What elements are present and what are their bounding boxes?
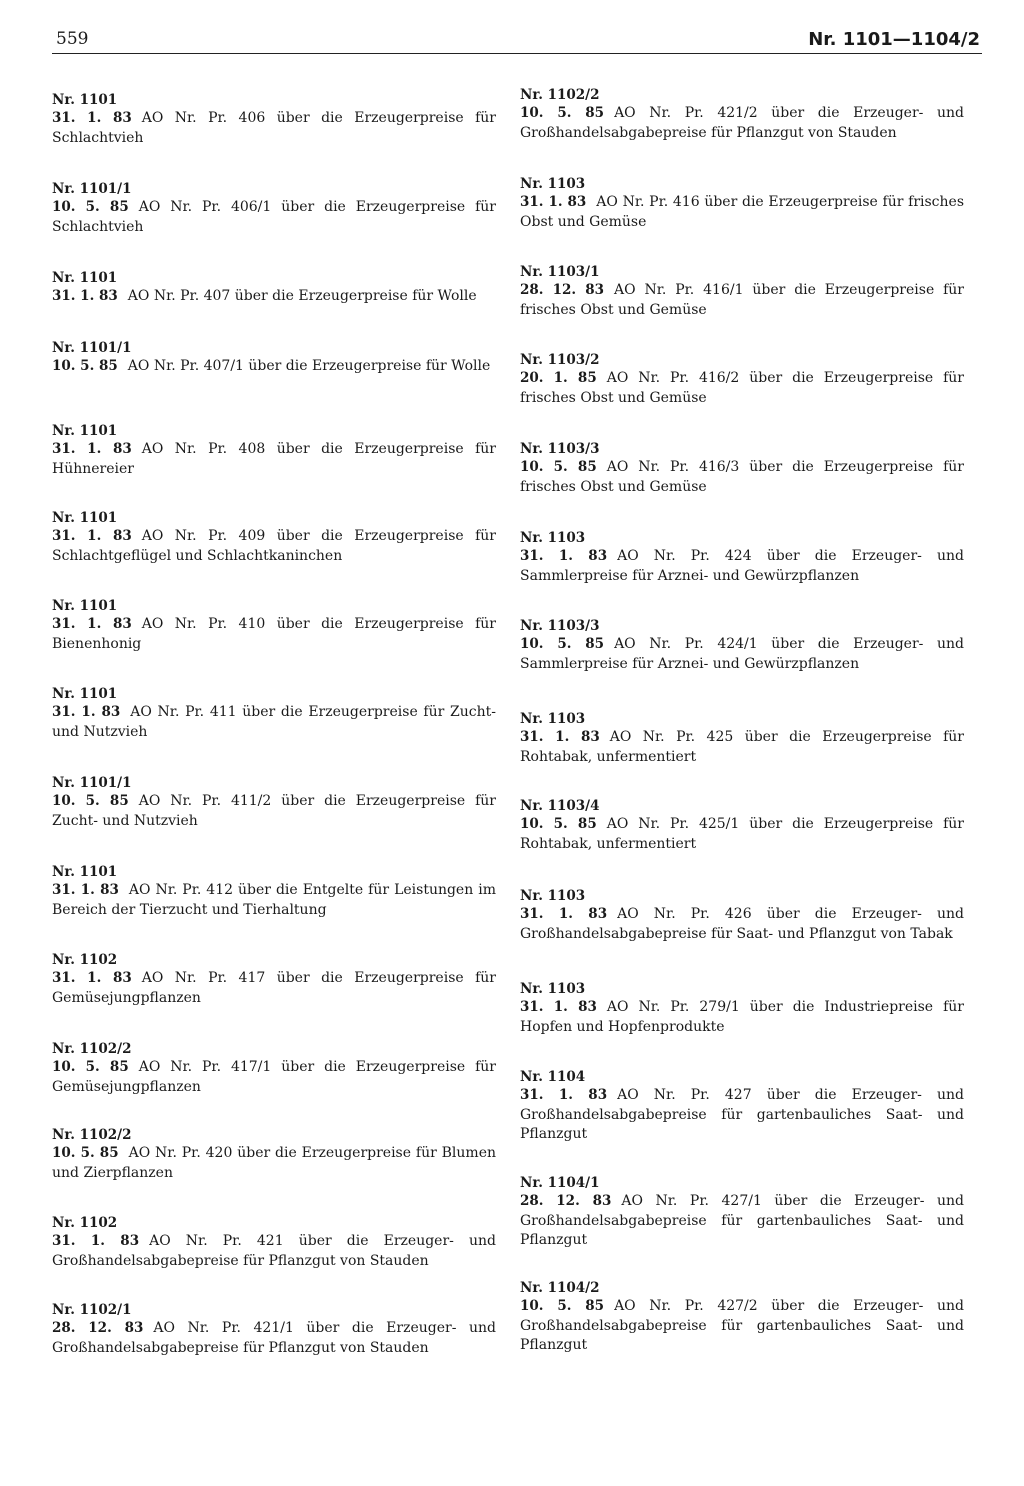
- entry-number: Nr. 1104/1: [520, 1175, 600, 1191]
- list-entry: [52, 598, 496, 654]
- entry-text: AO Nr. Pr. 417/1 über die Erzeugerpreise für Gemüsejungpflanzen: [52, 1059, 496, 1095]
- entry-number: Nr. 1101: [52, 864, 118, 880]
- entry-text: AO Nr. Pr. 421/1 über die Erzeuger- und Großhandelsabgabepreise für Pflanzgut von Stauden: [52, 1320, 496, 1356]
- entry-number: Nr. 1103/2: [520, 352, 600, 368]
- entry-date: 10. 5. 85: [52, 793, 129, 809]
- entry-number: Nr. 1103: [520, 888, 586, 904]
- list-entry: [520, 1175, 964, 1251]
- list-entry: [520, 888, 964, 944]
- list-entry: [520, 441, 964, 497]
- entry-date: 10. 5. 85: [52, 1059, 129, 1075]
- entry-date: 20. 1. 85: [520, 370, 597, 386]
- entry-number: Nr. 1102/2: [52, 1041, 132, 1057]
- entry-date: 31. 1. 83: [52, 970, 132, 986]
- entry-number: Nr. 1101: [52, 510, 118, 526]
- entry-date: 10. 5. 85: [520, 105, 605, 121]
- entry-number: Nr. 1104/2: [520, 1280, 600, 1296]
- entry-text: AO Nr. Pr. 408 über die Erzeugerpreise für Hühnereier: [52, 441, 496, 477]
- entry-text: AO Nr. Pr. 426 über die Erzeuger- und Großhandelsabgabepreise für Saat- und Pflanzgut von Tabak: [520, 906, 964, 942]
- list-entry: [52, 864, 496, 920]
- list-entry: [520, 352, 964, 408]
- entry-text: AO Nr. Pr. 424/1 über die Erzeuger- und Sammlerpreise für Arznei- und Gewürzpflanzen: [520, 636, 964, 672]
- entry-text: AO Nr. Pr. 425/1 über die Erzeugerpreise für Rohtabak, unfermentiert: [520, 816, 964, 852]
- entry-number: Nr. 1101/1: [52, 181, 132, 197]
- entry-text: AO Nr. Pr. 416/3 über die Erzeugerpreise für frisches Obst und Gemüse: [520, 459, 964, 495]
- entry-text: AO Nr. Pr. 406/1 über die Erzeugerpreise für Schlachtvieh: [52, 199, 496, 235]
- entry-text: AO Nr. Pr. 425 über die Erzeugerpreise für Rohtabak, unfermentiert: [520, 729, 964, 765]
- entry-number: Nr. 1101: [52, 92, 118, 108]
- entry-text: AO Nr. Pr. 427 über die Erzeuger- und Großhandelsabgabepreise für gartenbauliches Saat- und Pflanzgut: [520, 1087, 964, 1142]
- entry-text: AO Nr. Pr. 407 über die Erzeugerpreise für Wolle: [127, 288, 477, 304]
- entry-date: 31. 1. 83: [52, 704, 121, 720]
- entry-text: AO Nr. Pr. 410 über die Erzeugerpreise für Bienenhonig: [52, 616, 496, 652]
- running-head: Nr. 1101—1104/2: [808, 29, 980, 50]
- entry-number: Nr. 1102/1: [52, 1302, 132, 1318]
- entry-number: Nr. 1103/1: [520, 264, 600, 280]
- entry-date: 31. 1. 83: [52, 441, 132, 457]
- list-entry: [52, 1041, 496, 1097]
- entry-number: Nr. 1101: [52, 423, 118, 439]
- entry-text: AO Nr. Pr. 407/1 über die Erzeugerpreise für Wolle: [127, 358, 491, 374]
- list-entry: [52, 423, 496, 479]
- entry-date: 28. 12. 83: [520, 1193, 612, 1209]
- entry-date: 10. 5. 85: [52, 358, 118, 374]
- entry-number: Nr. 1103/3: [520, 618, 600, 634]
- entry-number: Nr. 1104: [520, 1069, 586, 1085]
- entry-number: Nr. 1101: [52, 598, 118, 614]
- entry-date: 31. 1. 83: [520, 1087, 608, 1103]
- list-entry: [52, 1215, 496, 1271]
- entry-date: 31. 1. 83: [520, 999, 597, 1015]
- list-entry: [520, 618, 964, 674]
- entry-date: 31. 1. 83: [52, 616, 132, 632]
- entry-text: AO Nr. Pr. 420 über die Erzeugerpreise für Blumen und Zierpflanzen: [52, 1145, 496, 1181]
- list-entry: [52, 181, 496, 237]
- entry-number: Nr. 1103/4: [520, 798, 600, 814]
- entry-date: 31. 1. 83: [52, 110, 132, 126]
- entry-number: Nr. 1101: [52, 270, 118, 286]
- entry-text: AO Nr. Pr. 427/2 über die Erzeuger- und Großhandelsabgabepreise für gartenbauliches Saat- und Pflanzgut: [520, 1298, 964, 1353]
- entry-date: 10. 5. 85: [52, 199, 129, 215]
- list-entry: [520, 711, 964, 767]
- list-entry: [52, 686, 496, 742]
- list-entry: [52, 270, 496, 307]
- entry-number: Nr. 1101/1: [52, 775, 132, 791]
- list-entry: [52, 92, 496, 148]
- entry-date: 10. 5. 85: [520, 1298, 605, 1314]
- entry-date: 31. 1. 83: [520, 194, 587, 210]
- entry-text: AO Nr. Pr. 427/1 über die Erzeuger- und Großhandelsabgabepreise für gartenbauliches Saat- und Pflanzgut: [520, 1193, 964, 1248]
- entry-number: Nr. 1102: [52, 1215, 118, 1231]
- entry-number: Nr. 1101: [52, 686, 118, 702]
- entry-date: 10. 5. 85: [520, 636, 605, 652]
- page-number: 559: [56, 29, 89, 49]
- entry-number: Nr. 1103: [520, 711, 586, 727]
- entry-date: 31. 1. 83: [52, 1233, 140, 1249]
- entry-date: 31. 1. 83: [520, 548, 608, 564]
- entry-text: AO Nr. Pr. 411 über die Erzeugerpreise für Zucht- und Nutzvieh: [52, 704, 496, 740]
- entry-text: AO Nr. Pr. 409 über die Erzeugerpreise für Schlachtgeflügel und Schlachtkaninchen: [52, 528, 496, 564]
- entry-date: 31. 1. 83: [520, 729, 600, 745]
- entry-number: Nr. 1103: [520, 176, 586, 192]
- entry-number: Nr. 1101/1: [52, 340, 132, 356]
- entry-text: AO Nr. Pr. 279/1 über die Industriepreise für Hopfen und Hopfenprodukte: [520, 999, 964, 1035]
- entry-text: AO Nr. Pr. 416 über die Erzeugerpreise für frisches Obst und Gemüse: [520, 194, 964, 230]
- entry-date: 31. 1. 83: [52, 528, 132, 544]
- entry-number: Nr. 1103: [520, 530, 586, 546]
- entry-date: 10. 5. 85: [520, 459, 597, 475]
- entry-text: AO Nr. Pr. 421/2 über die Erzeuger- und Großhandelsabgabepreise für Pflanzgut von Stauden: [520, 105, 964, 141]
- list-entry: [520, 1069, 964, 1145]
- entry-date: 31. 1. 83: [520, 906, 608, 922]
- entry-date: 10. 5. 85: [52, 1145, 119, 1161]
- list-entry: [52, 1127, 496, 1183]
- list-entry: [52, 340, 496, 377]
- list-entry: [52, 510, 496, 566]
- header-rule: [52, 53, 982, 54]
- list-entry: [52, 952, 496, 1008]
- entry-text: AO Nr. Pr. 424 über die Erzeuger- und Sammlerpreise für Arznei- und Gewürzpflanzen: [520, 548, 964, 584]
- entry-text: AO Nr. Pr. 406 über die Erzeugerpreise für Schlachtvieh: [52, 110, 496, 146]
- entry-text: AO Nr. Pr. 416/1 über die Erzeugerpreise für frisches Obst und Gemüse: [520, 282, 964, 318]
- entry-date: 31. 1. 83: [52, 288, 118, 304]
- entry-number: Nr. 1102/2: [520, 87, 600, 103]
- entry-date: 31. 1. 83: [52, 882, 119, 898]
- entry-date: 28. 12. 83: [520, 282, 605, 298]
- entry-date: 10. 5. 85: [520, 816, 597, 832]
- entry-text: AO Nr. Pr. 416/2 über die Erzeugerpreise für frisches Obst und Gemüse: [520, 370, 964, 406]
- entry-text: AO Nr. Pr. 421 über die Erzeuger- und Großhandelsabgabepreise für Pflanzgut von Stauden: [52, 1233, 496, 1269]
- list-entry: [520, 530, 964, 586]
- list-entry: [520, 798, 964, 854]
- list-entry: [520, 1280, 964, 1356]
- list-entry: [520, 981, 964, 1037]
- entry-text: AO Nr. Pr. 417 über die Erzeugerpreise für Gemüsejungpflanzen: [52, 970, 496, 1006]
- list-entry: [520, 176, 964, 232]
- list-entry: [52, 1302, 496, 1358]
- entry-date: 28. 12. 83: [52, 1320, 144, 1336]
- entry-text: AO Nr. Pr. 411/2 über die Erzeugerpreise für Zucht- und Nutzvieh: [52, 793, 496, 829]
- entry-text: AO Nr. Pr. 412 über die Entgelte für Leistungen im Bereich der Tierzucht und Tierhaltung: [52, 882, 496, 918]
- list-entry: [520, 264, 964, 320]
- entry-number: Nr. 1103/3: [520, 441, 600, 457]
- list-entry: [520, 87, 964, 143]
- list-entry: [52, 775, 496, 831]
- entry-number: Nr. 1102: [52, 952, 118, 968]
- entry-number: Nr. 1103: [520, 981, 586, 997]
- entry-number: Nr. 1102/2: [52, 1127, 132, 1143]
